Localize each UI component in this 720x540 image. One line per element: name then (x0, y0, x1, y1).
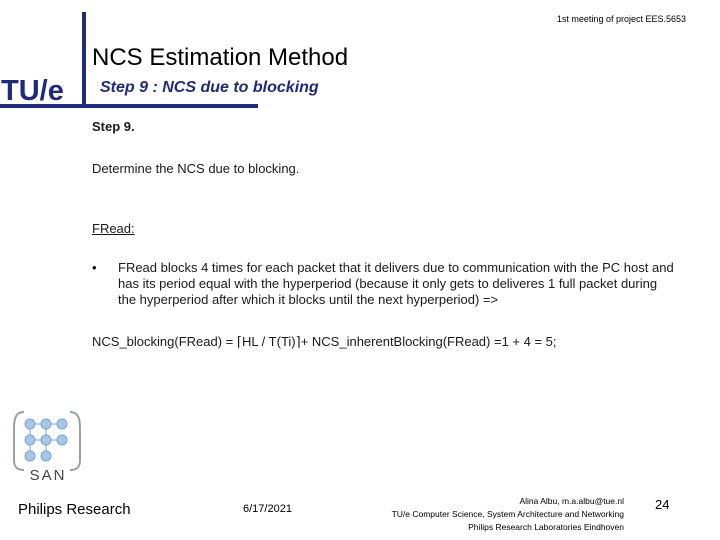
page-number: 24 (655, 497, 670, 512)
san-logo (12, 410, 84, 482)
header-vertical-rule (82, 12, 86, 108)
footer-dept: TU/e Computer Science, System Architecture and Networking (391, 509, 624, 519)
footer-org: Philips Research (18, 501, 131, 518)
bullet-symbol: • (92, 260, 97, 275)
footer-author: Alina Albu, m.a.albu@tue.nl (519, 496, 624, 506)
bullet-text: FRead blocks 4 times for each packet that it delivers due to communication with the PC host and has its period equal with the hyperperiod (because it only gets to deliveres 1 full packet during the hyperperiod after which it blocks until the next hyperperiod) => (118, 260, 674, 307)
fread-heading: FRead: (92, 221, 135, 236)
tue-logo-text: TU/e (1, 75, 64, 106)
san-logo-text: SAN (29, 467, 67, 482)
page-subtitle: Step 9 : NCS due to blocking (100, 79, 319, 96)
intro-text: Determine the NCS due to blocking. (92, 161, 300, 176)
formula-text: NCS_blocking(FRead) = ⌈HL / T(Ti)⌉+ NCS_inherentBlocking(FRead) =1 + 4 = 5; (92, 334, 557, 349)
meeting-label: 1st meeting of project EES.5653 (556, 14, 686, 24)
footer-date: 6/17/2021 (243, 503, 292, 515)
page-title: NCS Estimation Method (92, 44, 349, 71)
tue-logo (0, 72, 82, 106)
footer-lab: Philips Research Laboratories Eindhoven (468, 522, 624, 532)
step-heading: Step 9. (92, 119, 135, 134)
footer-info (340, 495, 624, 534)
